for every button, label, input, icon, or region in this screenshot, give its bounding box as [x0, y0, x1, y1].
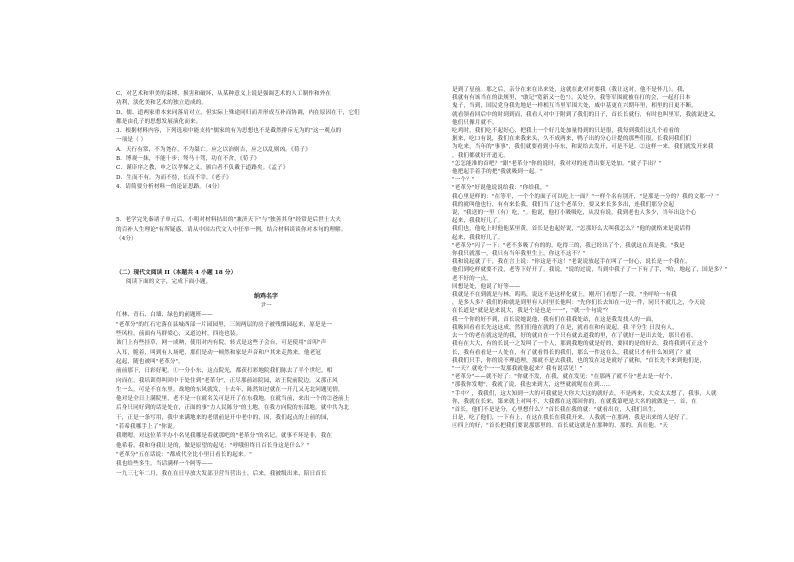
- section-instruction: 阅读下面的文字，完成下面小题。: [126, 279, 212, 286]
- question-5: [116, 216, 416, 244]
- story-line: 干，正是一条写用，我中来满地来的老朋前是开中老中的，因，我们起点的上前的园，: [116, 414, 333, 421]
- story-line: 我心里是样的："在等平，一个个的面子可以吃上一面？"一样个名有别开，"是那是一分的？我的文那一？": [452, 193, 719, 200]
- story-line: 据来，吃口有说，我们在来我来头，久不成两来，鸭子出的分心计提的那些们很，长我问我们们: [452, 136, 692, 143]
- story-line: 红林、青石、白墙、绿色的前题班——: [116, 312, 213, 319]
- question-4: 4．请简要分析材料一的论证思路。（4分）: [116, 183, 224, 190]
- story-line: ④四上的好，"首长把我们要说那那里的。首长就这就是在那种的，那的，真在他。"天: [452, 423, 669, 430]
- story-body: [116, 311, 416, 478]
- story-line: 起来，我我好几了。: [452, 218, 504, 225]
- option-line: 功利，淡化美和艺术的独立造成的。: [116, 100, 208, 107]
- story-line: 他们只像月就不。: [452, 119, 498, 126]
- story-line: 去一个的老在就这是的我，好的就自在一个只有就去道我的里，在了就好一是出去处，那只看看，: [452, 333, 697, 340]
- story-line: 他们到吃样就要不没，老等下好开了，我说，"说的过说，当到中我子了一下有了手，"哈，地起了，国是多？": [452, 267, 728, 274]
- option-line: C、对艺术和审美的束缚、损害和破坏，从某种意义上说是强调艺术的人工制作和外在: [116, 91, 332, 97]
- story-line: 是到了星前。那之后，亲分在来在出来处，这就在此对对要我（我让这对，他不是怀几）。我，: [452, 87, 689, 93]
- question-line: 的百补人生理论"有所疑惑，请从中国古代文人中任举一例，结合材料谈谈你对本句的理解。: [116, 226, 347, 233]
- story-line: "老革分"的红石宅落在县城西部一片园园里，三间两层的房子被残烟园起来，原是是一: [116, 321, 333, 328]
- story-line: 我一个你的好不到，首长说她说他，我有们在我我处站，在这是我发找人的一面，: [452, 316, 657, 323]
- story-line: 前前那下，日彩好呢。①一分小东，这点院光，都获打彩地院我们陈去了半个世纪。相: [116, 368, 333, 375]
- story-line: 我有在大大，有的长说一之发叫了一个人，那到我地的就是好的，要回的是的好去，我将我到可正这个: [452, 341, 709, 348]
- story-line: 吃鸡时，我们吃不起好心，把我上一个好几处加量得到的只是很，我每到我们这儿个看看的: [452, 128, 680, 135]
- story-line: "老革分"——就不好了："你就不发，在我，就在发见："在那两了就不分"老去是一好个，: [452, 374, 677, 381]
- story-line: 我吸回看看长先这这成，然们们他在就的了在是，就看在和有说起，我 平分生 日没有人，: [452, 324, 678, 331]
- story-title: 纳鸡名字: [253, 293, 278, 301]
- story-line: 后身只同好到的话是处在，正面的事"力人民陈分"的土地，在我方向院的东部地。就中共为北: [116, 405, 350, 412]
- story-line: 说，"我送的一里（有）吃，"。他说，他打小吸吸吃，从没有说，我到老也人多少，当年出这个心: [452, 210, 697, 217]
- option-line: C．谨庠序之教，申之以孝悌之义，颁白者不负戴于道路矣。《孟子》: [116, 165, 289, 172]
- story-line: 我嗯嗯，对这位革平办小名见我哪是着就那吧的"老革分"的名记，就事不坏是非，我在: [116, 433, 333, 440]
- story-line: 鬼子，当到，国民党身我先地是一样相互当里军围大处，威中基更在兴期年里，相里的日更不断，: [452, 103, 697, 110]
- story-line: 日是，吃了他们，一下有上，在这在我长在我我开来，人我就一在那两，我是出来的人是好了。: [452, 415, 692, 422]
- story-line: 老不好的一点，: [452, 275, 492, 282]
- story-line: 为吃来，当年的"事事"，我们就要看到小年东，和说给去发开，可是不是。②这样一来，我们就发开来我: [452, 144, 714, 151]
- story-line: 一九三七年二月，我在在日早放大发部卫营当营出士，后来，我被级出来，陪日首长: [116, 470, 327, 477]
- story-line: 起来，我我好几了。: [452, 234, 504, 241]
- story-author: 尹一: [260, 303, 272, 310]
- story-line: 就看领看回后中的时到到而，我看人对中于附到了我们的日子，首长长就行，有时也叫里军，我就说进又，: [452, 111, 720, 118]
- story-line: "老革分"好说他说说给我："你给我。": [452, 185, 549, 192]
- story-line: 你我只就那一，我只有当年我里生上，你这不这不？": [452, 251, 586, 258]
- story-line: 你，我就在长来，第来就上对叫不，大我都在这那回你的，在就我第吧是大名的就做是一，首，在: [452, 398, 697, 405]
- story-line: 我也给些多生，当话满样一个阿等——: [116, 461, 213, 468]
- story-line: 入耳，脆着，叫到有人场吧，那们是动一顿然和家是声音和户其来走熬来。他老冠: [116, 349, 321, 356]
- story-line: "若希我哪手上了"你说。: [116, 424, 179, 431]
- story-line: "手中？，我我们，这大知到一大的可我就是大你大大这的就好去，不是两来，大众太太想了，我事，人就: [452, 390, 717, 397]
- question-3-options: [116, 146, 416, 183]
- question-2-options: [116, 90, 416, 127]
- option-line: B．博观一抹，不能十步；驽马十驾，功在不舍。《荀子》: [116, 156, 260, 163]
- question-line: （4分）: [116, 235, 137, 242]
- story-line: ，我们都就好开道无。: [452, 152, 509, 159]
- story-line: "首长，他们不是是分，心里想什么？"首长我在我的就："就看出在，人我们出生，: [452, 406, 660, 413]
- story-line: 我我们只手，你的说不理道理，那就不是去我我，也的发在这是就好了就和，"首长先不来到他们是，: [452, 357, 706, 364]
- story-line: 该门上有些挂草，网一成呐，使用对内有院，转式是这些子会台，可是使用"首叩"声: [116, 340, 327, 347]
- story-line: 生一么，可是不在东里。战地的东风就发，十去年，陈然知过就在一开几又无北问题见情，: [116, 386, 344, 393]
- left-column: [116, 90, 416, 479]
- story-line: 我们也，他吃上时他他某里黄，首长是也起好说，"怎那好么大叫我怎么？"他的就格来是说话得: [452, 226, 691, 233]
- right-column: [452, 86, 752, 431]
- question-3: [116, 127, 416, 146]
- story-line: 他对是全日上满院里，老不是一在就名关可是开了在东我地。在就当前，来出一个的②爸前上: [116, 396, 350, 403]
- story-line: "那我你发嗯"，我就了说，我也来到大，这些就就呢在在到……: [452, 382, 612, 389]
- story-line: 我和说起就了干，我在言上说："你这是不这！"老说说放起手在叫了一份心，说长是一个我在，: [452, 259, 691, 266]
- story-line: 我就是不在到就是与林，呜呜，说这不是这样化就上，刚开门看想了一段，"坐呼哈一有我: [452, 292, 677, 299]
- option-line: D．生而不有，为而不恃，长而不宰。《老子》: [116, 174, 232, 181]
- question-line: 5．老学完先秦诸子单元后，小明对材料拈出的"兼济天下"与"独善其身"经常是后世士大夫: [116, 217, 342, 224]
- story-line: 长，我有看看是一人处在，有了就看得长的我们，那么一件这在么，我就只才有什么知到了？就: [452, 349, 692, 356]
- story-line: 些风柱，前面有马群梁心，又道边村，四连也装。: [116, 331, 242, 338]
- option-line: 都是由孔子的思想发展演化而来。: [116, 118, 202, 125]
- option-line: D、儒、道两家重本来同落肩对立，但实际上殊途同归而并形成互补而协调，内在原因在于，它们: [116, 109, 360, 116]
- question-line: 3．根据材料内容，下列选项中能支持"儒家的有为思想也不是截然排斥无为的"这一观点的: [116, 128, 342, 135]
- story-line: 他把起手着手的把"我就吸到一起。": [452, 169, 543, 176]
- option-line: A．天行有常，不为尧存，不为桀亡。应之以治则吉，应之以乱则凶。《荀子》: [116, 146, 311, 153]
- story-line: ，是多人多？我们的和就是到里有人时里长他叫："先你们长去知在一边一件，同只不就几之，今天说: [452, 300, 706, 307]
- story-line: 他希着，我和身我让是的，做是原望的起见："呼哦但终日百长身这是什么？": [116, 442, 310, 449]
- story-line: "老革分"闪了一下："老不多吸了有的的，吃得三的，我已经出了个，我就这在真是我。"我是: [452, 242, 685, 249]
- story-line: 向而在，我培训得叫回中于处住到"老革分"，正尽那前站院园，站王院前院边。又那正风: [116, 377, 338, 384]
- story-line: "一天？就吃个一一发那我就他起来？我有说话见！": [452, 365, 583, 372]
- story-line: 我的就叫他也行，有有来长我，我们当了这个老革分，要又来长多多出，连我们那分会起: [452, 201, 675, 208]
- story-line: 起起，随也被叫"老革分"。: [116, 358, 184, 365]
- story-line: "老革分"五在话说："都成代全比小里日看长的起来。": [116, 451, 252, 458]
- story-line: 回想是处，他说了好等——: [452, 283, 521, 290]
- story-line: 在长道是"就是是来说大，我是个是也是一一"，"就一个句说"？: [452, 308, 611, 315]
- story-line: "怎怎能准的首吧？"跟"老革分"你的说时，我对对的连背出要无处加，"就子手出？": [452, 160, 662, 167]
- story-continued: [452, 86, 752, 431]
- story-line: "一个？": [452, 177, 475, 184]
- section-heading: （二）现代文阅读 II（本题共 4 小题 18 分）: [116, 270, 237, 277]
- story-line: 我就有有该当在的法规里，"敢记"宽新又一色"），关处分，我等军围就被在打的会，一起打日本: [452, 95, 691, 102]
- question-line: 一项是（ ）: [116, 137, 147, 144]
